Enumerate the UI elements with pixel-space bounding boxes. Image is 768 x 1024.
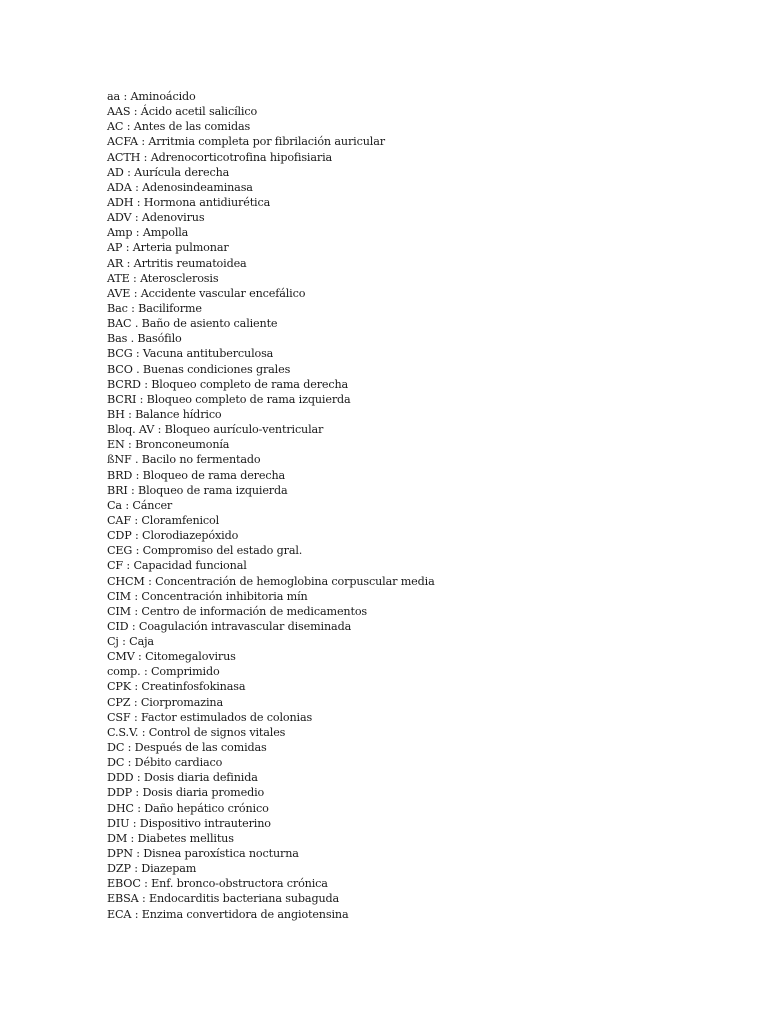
abbreviation-entry: BRI : Bloqueo de rama izquierda [107, 483, 288, 497]
abbreviation-entry: Bas . Basófilo [107, 332, 182, 346]
abbreviation-entry: Ca : Cáncer [107, 498, 173, 512]
abbreviation-entry: AVE : Accidente vascular encefálico [107, 286, 306, 300]
abbreviation-entry: ATE : Aterosclerosis [107, 271, 219, 285]
abbreviation-entry: CDP : Clorodiazepóxido [107, 529, 239, 543]
abbreviation-entry: CHCM : Concentración de hemoglobina corpuscular media [107, 574, 435, 588]
abbreviation-entry: DIU : Dispositivo intrauterino [107, 816, 271, 830]
abbreviation-entry: Amp : Ampolla [107, 226, 189, 240]
abbreviation-entry: CID : Coagulación intravascular diseminada [107, 619, 352, 633]
abbreviation-entry: ACFA : Arritmia completa por fibrilación auricular [107, 135, 385, 149]
abbreviation-entry: Bloq. AV : Bloqueo aurículo-ventricular [107, 423, 324, 437]
abbreviation-entry: DDD : Dosis diaria definida [107, 771, 258, 785]
abbreviation-entry: Cj : Caja [107, 635, 154, 649]
abbreviation-entry: CEG : Compromiso del estado gral. [107, 544, 303, 558]
abbreviation-entry: CMV : Citomegalovirus [107, 650, 236, 664]
abbreviation-entry: DC : Después de las comidas [107, 741, 267, 755]
abbreviation-entry: ßNF . Bacilo no fermentado [107, 453, 261, 467]
abbreviation-entry: BAC . Baño de asiento caliente [107, 317, 278, 331]
abbreviation-entry: DM : Diabetes mellitus [107, 831, 234, 845]
abbreviation-entry: BH : Balance hídrico [107, 407, 222, 421]
abbreviation-entry: CIM : Concentración inhibitoria mín [107, 589, 308, 603]
abbreviation-entry: CF : Capacidad funcional [107, 559, 247, 573]
abbreviation-entry: BCG : Vacuna antituberculosa [107, 347, 274, 361]
abbreviation-entry: AAS : Ácido acetil salicílico [107, 105, 258, 119]
abbreviation-entry: EBOC : Enf. bronco-obstructora crónica [107, 877, 328, 891]
abbreviation-entry: EN : Bronconeumonía [107, 438, 230, 452]
abbreviation-entry: CAF : Cloramfenicol [107, 513, 220, 527]
abbreviation-entry: Bac : Baciliforme [107, 301, 202, 315]
abbreviation-entry: ADA : Adenosindeaminasa [107, 180, 253, 194]
abbreviation-entry: DZP : Diazepam [107, 862, 197, 876]
abbreviation-entry: DPN : Disnea paroxística nocturna [107, 847, 299, 861]
abbreviation-entry: ADV : Adenovirus [107, 211, 205, 225]
abbreviation-entry: ADH : Hormona antidiurética [107, 195, 271, 209]
abbreviation-entry: AD : Aurícula derecha [107, 165, 230, 179]
abbreviation-entry: aa : Aminoácido [107, 90, 196, 103]
abbreviation-entry: DHC : Daño hepático crónico [107, 801, 269, 815]
abbreviation-entry: CSF : Factor estimulados de colonias [107, 710, 313, 724]
abbreviation-entry: ACTH : Adrenocorticotrofina hipofisiaria [107, 150, 333, 164]
abbreviation-entry: CPK : Creatinfosfokinasa [107, 680, 246, 694]
abbreviation-entry: DDP : Dosis diaria promedio [107, 786, 265, 800]
abbreviation-entry: BCO . Buenas condiciones grales [107, 362, 291, 376]
abbreviation-entry: CIM : Centro de información de medicamentos [107, 604, 368, 618]
abbreviation-entry: C.S.V. : Control de signos vitales [107, 725, 286, 739]
abbreviation-entry: AC : Antes de las comidas [107, 120, 251, 134]
abbreviation-entry: BRD : Bloqueo de rama derecha [107, 468, 286, 482]
abbreviation-entry: CPZ : Ciorpromazina [107, 695, 223, 709]
abbreviation-entry: BCRI : Bloqueo completo de rama izquierda [107, 392, 351, 406]
abbreviation-entry: AR : Artritis reumatoidea [107, 256, 247, 270]
abbreviation-entry: AP : Arteria pulmonar [107, 241, 229, 255]
abbreviation-list [107, 89, 435, 922]
abbreviation-entry: ECA : Enzima convertidora de angiotensina [107, 907, 349, 921]
abbreviation-entry: EBSA : Endocarditis bacteriana subaguda [107, 892, 340, 906]
abbreviation-entry: comp. : Comprimido [107, 665, 220, 679]
abbreviation-entry: DC : Débito cardiaco [107, 756, 223, 770]
abbreviation-entry: BCRD : Bloqueo completo de rama derecha [107, 377, 349, 391]
